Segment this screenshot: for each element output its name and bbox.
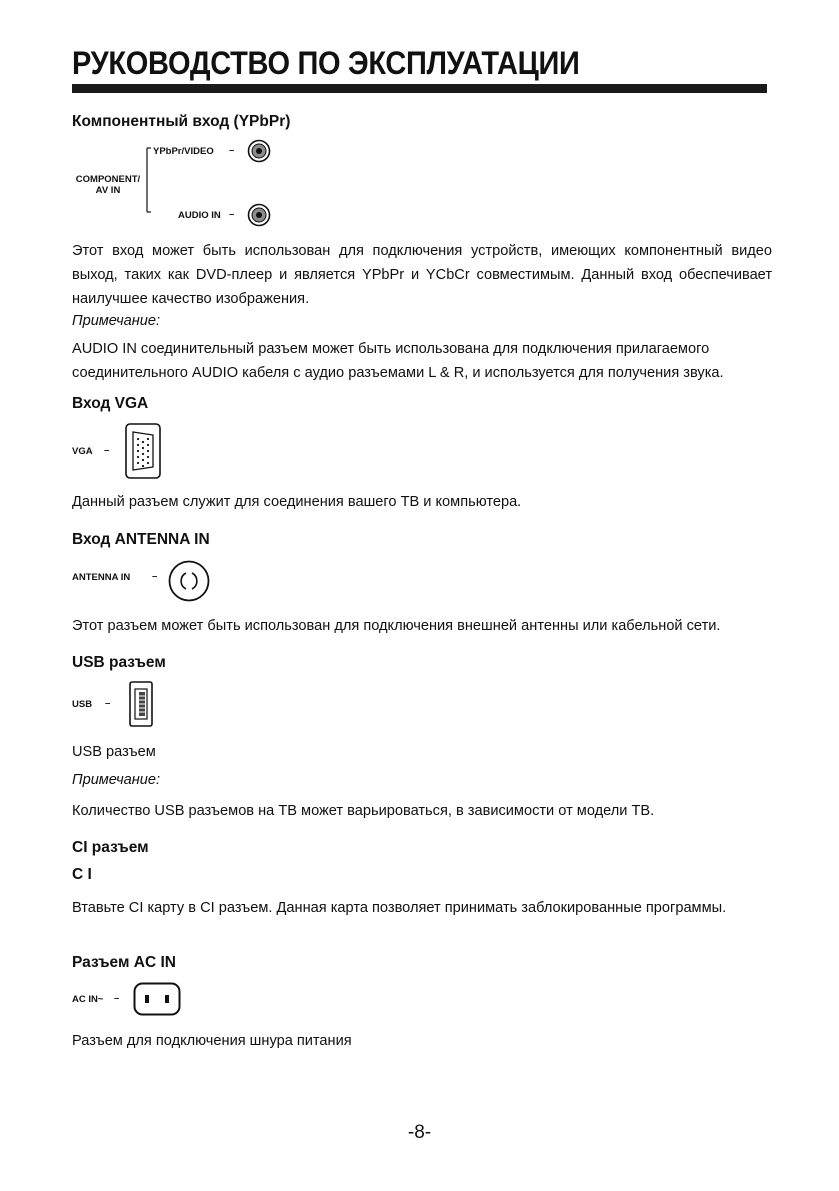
antenna-port-icon <box>168 560 210 602</box>
component-note-text: AUDIO IN соединительный разъем может быть использована для подключения прилагаемого соединительного AUDIO кабеля с аудио разъемами L & R, и используется для получения звука. <box>72 341 724 381</box>
ypbpr-video-dash: – <box>229 145 235 156</box>
audio-in-label: AUDIO IN <box>178 210 221 221</box>
page-title: РУКОВОДСТВО ПО ЭКСПЛУАТАЦИИ <box>72 46 580 82</box>
component-section-title: Компонентный вход (YPbPr) <box>72 113 291 130</box>
usb-description: USB разъем <box>72 744 156 760</box>
ci-description: Втавьте CI карту в CI разъем. Данная карта позволяет принимать заблокированные программы. <box>72 900 727 916</box>
vga-label: VGA <box>72 446 93 457</box>
usb-port-icon <box>129 681 153 727</box>
antenna-dash: – <box>152 571 158 582</box>
ci-section-title: CI разъем <box>72 839 149 856</box>
antenna-description: Этот разъем может быть использован для подключения внешней антенны или кабельной сети. <box>72 618 721 634</box>
component-note-label: Примечание: <box>72 313 161 329</box>
ci-subtitle: C I <box>72 866 92 883</box>
vga-port-icon <box>122 423 164 479</box>
ypbpr-video-label: YPbPr/VIDEO <box>153 146 214 157</box>
component-group-label-line1: COMPONENT/ <box>75 174 141 185</box>
antenna-section-title: Вход ANTENNA IN <box>72 531 210 548</box>
component-group-label-line2: AV IN <box>95 185 121 196</box>
usb-label: USB <box>72 699 93 710</box>
antenna-label: ANTENNA IN <box>72 572 131 583</box>
vga-section-title: Вход VGA <box>72 395 149 412</box>
ac-power-socket-icon <box>133 982 181 1016</box>
audio-in-jack-icon <box>247 203 271 227</box>
usb-section-title: USB разъем <box>72 654 166 671</box>
page-number: -8- <box>407 1122 432 1143</box>
ac-section-title: Разъем AC IN <box>72 954 176 971</box>
ac-description: Разъем для подключения шнура питания <box>72 1033 352 1049</box>
vga-description: Данный разъем служит для соединения вашего ТВ и компьютера. <box>72 494 522 510</box>
ac-dash: – <box>114 993 120 1004</box>
usb-note-label: Примечание: <box>72 772 161 788</box>
component-description: Этот вход может быть использован для подключения устройств, имеющих компонентный видео выход, таких как DVD-плеер и является YPbPr и YCbCr совместимым. Данный вход обеспечивает наилучшее качество изображения. <box>72 243 772 307</box>
ypbpr-video-jack-icon <box>247 139 271 163</box>
usb-dash: – <box>105 698 111 709</box>
ac-label: AC IN~ <box>72 994 104 1005</box>
usb-note-text: Количество USB разъемов на ТВ может варьироваться, в зависимости от модели ТВ. <box>72 803 655 819</box>
vga-dash: – <box>104 445 110 456</box>
audio-in-dash: – <box>229 209 235 220</box>
